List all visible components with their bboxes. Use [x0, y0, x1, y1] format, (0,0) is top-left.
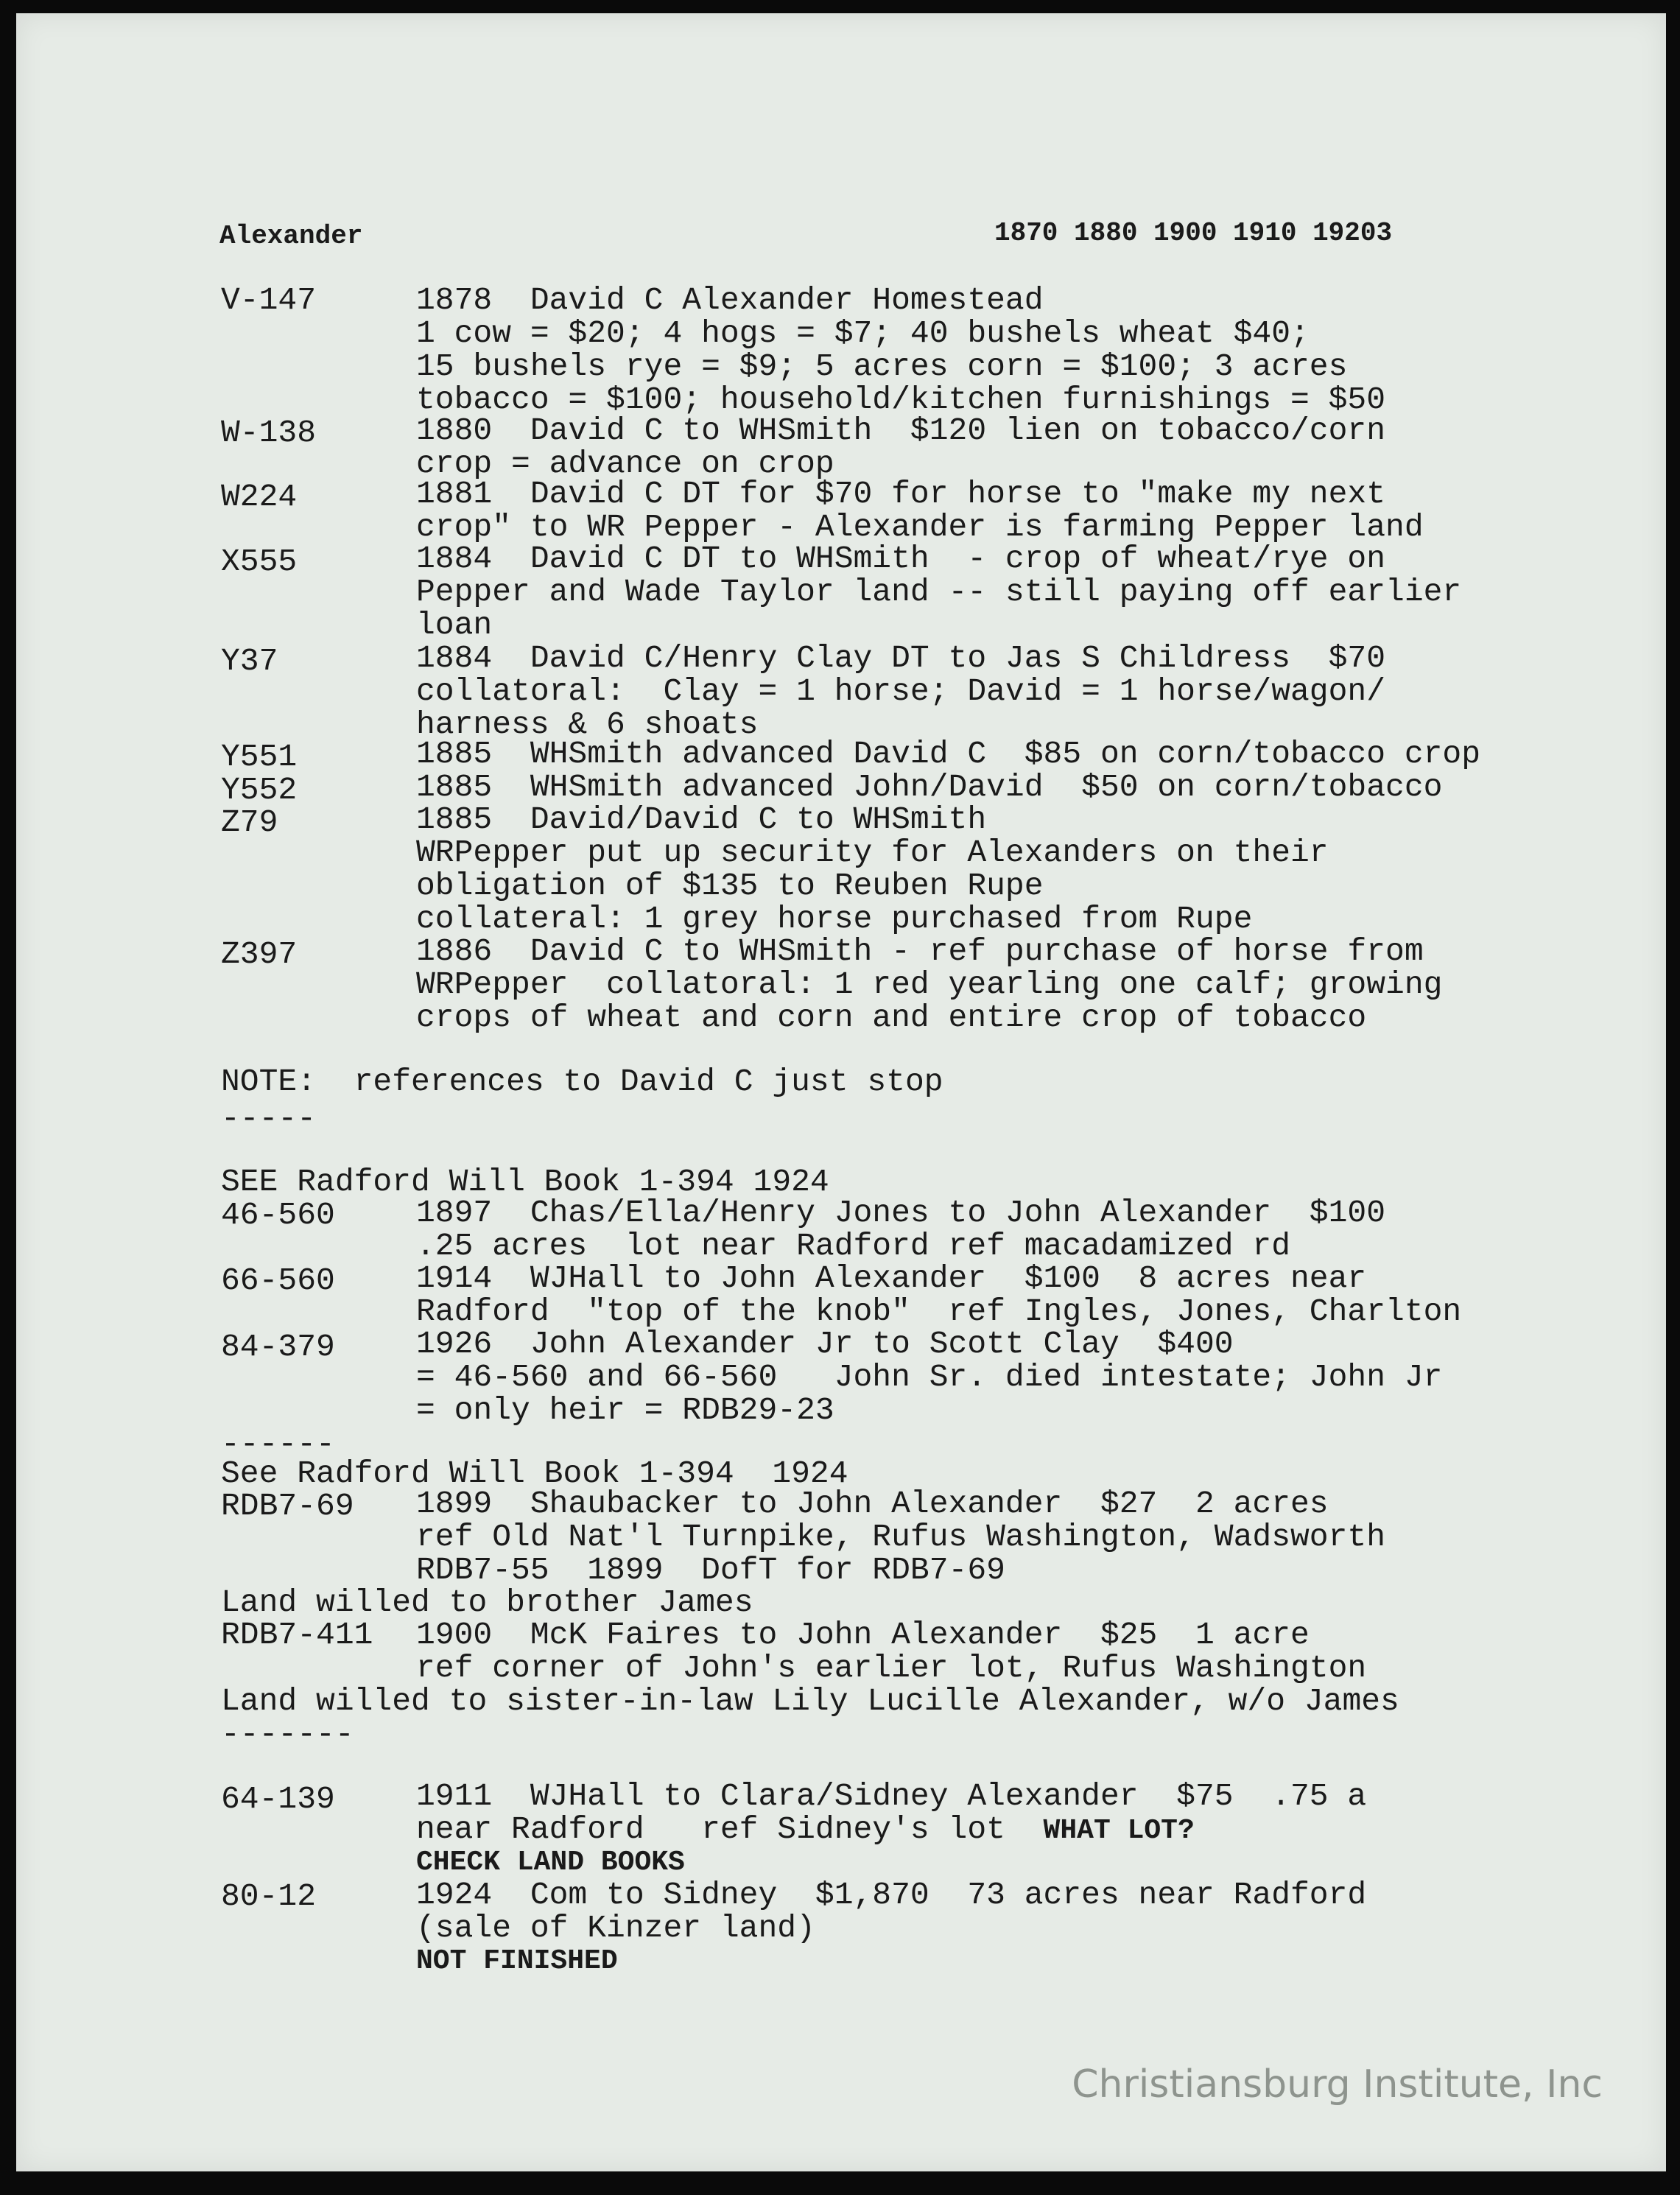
separator: -------	[221, 1716, 354, 1752]
entry-line: RDB7-55 1899 DofT for RDB7-69	[416, 1552, 1005, 1588]
entry-line: WRPepper collatoral: 1 red yearling one calf; growing	[416, 966, 1443, 1002]
separator: -----	[221, 1100, 317, 1137]
not-finished-note: NOT FINISHED	[416, 1945, 618, 1977]
entry-line: 1885 David/David C to WHSmith	[416, 801, 987, 837]
entry-line	[416, 1813, 1195, 1848]
entry-line: 15 bushels rye = $9; 5 acres corn = $100; 3 acres	[416, 348, 1348, 384]
what-lot-note: WHAT LOT?	[1043, 1815, 1195, 1847]
entry-line-text: near Radford ref Sidney's lot	[416, 1811, 1005, 1847]
entry-line: ref corner of John's earlier lot, Rufus Washington	[416, 1650, 1367, 1686]
entry-line: ref Old Nat'l Turnpike, Rufus Washington, Wadsworth	[416, 1519, 1386, 1555]
entry-line: .25 acres lot near Radford ref macadamized rd	[416, 1228, 1290, 1264]
entry-line: 1885 WHSmith advanced David C $85 on corn/tobacco crop	[416, 736, 1481, 772]
willed-note: Land willed to brother James	[221, 1584, 753, 1620]
entry-line: obligation of $135 to Reuben Rupe	[416, 868, 1044, 904]
section-title: SEE Radford Will Book 1-394 1924	[221, 1164, 829, 1200]
watermark-text: Christiansburg Institute, Inc	[1072, 2062, 1603, 2107]
entry-line: harness & 6 shoats	[416, 706, 759, 742]
entry-line: 1884 David C DT to WHSmith - crop of wheat/rye on	[416, 541, 1386, 577]
entry-line: = only heir = RDB29-23	[416, 1392, 834, 1428]
entry-line: 1 cow = $20; 4 hogs = $7; 40 bushels wheat $40;	[416, 315, 1310, 351]
entry-line: 1914 WJHall to John Alexander $100 8 acres near	[416, 1260, 1367, 1296]
entry-ref: X555	[221, 544, 298, 580]
entry-line: = 46-560 and 66-560 John Sr. died intestate; John Jr	[416, 1359, 1443, 1395]
entry-line: 1878 David C Alexander Homestead	[416, 282, 1044, 318]
entry-line: Radford "top of the knob" ref Ingles, Jones, Charlton	[416, 1293, 1462, 1330]
header-years: 1870 1880 1900 1910 19203	[994, 218, 1393, 248]
entry-line: 1926 John Alexander Jr to Scott Clay $400	[416, 1326, 1234, 1362]
entry-ref: 66-560	[221, 1262, 335, 1299]
entry-line: 1885 WHSmith advanced John/David $50 on corn/tobacco	[416, 769, 1443, 805]
entry-line: (sale of Kinzer land)	[416, 1910, 815, 1946]
entry-ref: W224	[221, 479, 298, 515]
entry-line: WRPepper put up security for Alexanders on their	[416, 835, 1329, 871]
entry-line: 1884 David C/Henry Clay DT to Jas S Childress $70	[416, 640, 1386, 676]
entry-ref: 64-139	[221, 1781, 335, 1817]
entry-line: crop" to WR Pepper - Alexander is farming Pepper land	[416, 509, 1424, 545]
entry-ref: W-138	[221, 415, 317, 451]
entry-line: collateral: 1 grey horse purchased from Rupe	[416, 901, 1253, 937]
entry-line: crop = advance on crop	[416, 446, 834, 482]
entry-line: 1897 Chas/Ella/Henry Jones to John Alexander $100	[416, 1195, 1386, 1231]
section-title: See Radford Will Book 1-394 1924	[221, 1455, 848, 1492]
entry-line: collatoral: Clay = 1 horse; David = 1 horse/wagon/	[416, 673, 1386, 709]
entry-ref: Z397	[221, 936, 298, 972]
entry-ref: Y551	[221, 739, 298, 775]
entry-ref: Z79	[221, 804, 278, 840]
entry-line: 1886 David C to WHSmith - ref purchase of horse from	[416, 933, 1424, 969]
entry-ref: Y552	[221, 772, 298, 808]
entry-line: tobacco = $100; household/kitchen furnishings = $50	[416, 382, 1386, 418]
entry-ref: Y37	[221, 643, 278, 679]
entry-line: 1881 David C DT for $70 for horse to "make my next	[416, 476, 1386, 512]
willed-note: Land willed to sister-in-law Lily Lucille Alexander, w/o James	[221, 1683, 1399, 1719]
entry-line: 1899 Shaubacker to John Alexander $27 2 acres	[416, 1486, 1329, 1522]
entry-ref: 46-560	[221, 1197, 335, 1233]
entry-line: 1900 McK Faires to John Alexander $25 1 acre	[416, 1617, 1310, 1653]
header-name: Alexander	[219, 221, 363, 251]
note-text: NOTE: references to David C just stop	[221, 1064, 943, 1100]
entry-ref: RDB7-69	[221, 1488, 354, 1524]
entry-ref: 84-379	[221, 1329, 335, 1365]
entry-line: loan	[416, 607, 493, 643]
entry-line: 1924 Com to Sidney $1,870 73 acres near Radford	[416, 1877, 1367, 1913]
entry-line: 1880 David C to WHSmith $120 lien on tobacco/corn	[416, 412, 1386, 449]
entry-ref: 80-12	[221, 1878, 317, 1914]
entry-line: Pepper and Wade Taylor land -- still paying off earlier	[416, 574, 1462, 610]
entry-ref: RDB7-411	[221, 1617, 373, 1653]
entry-line: 1911 WJHall to Clara/Sidney Alexander $75 .75 a	[416, 1778, 1367, 1814]
separator: ------	[221, 1426, 335, 1462]
entry-ref: V-147	[221, 282, 317, 318]
entry-line: crops of wheat and corn and entire crop of tobacco	[416, 1000, 1367, 1036]
check-land-books-note: CHECK LAND BOOKS	[416, 1847, 685, 1878]
